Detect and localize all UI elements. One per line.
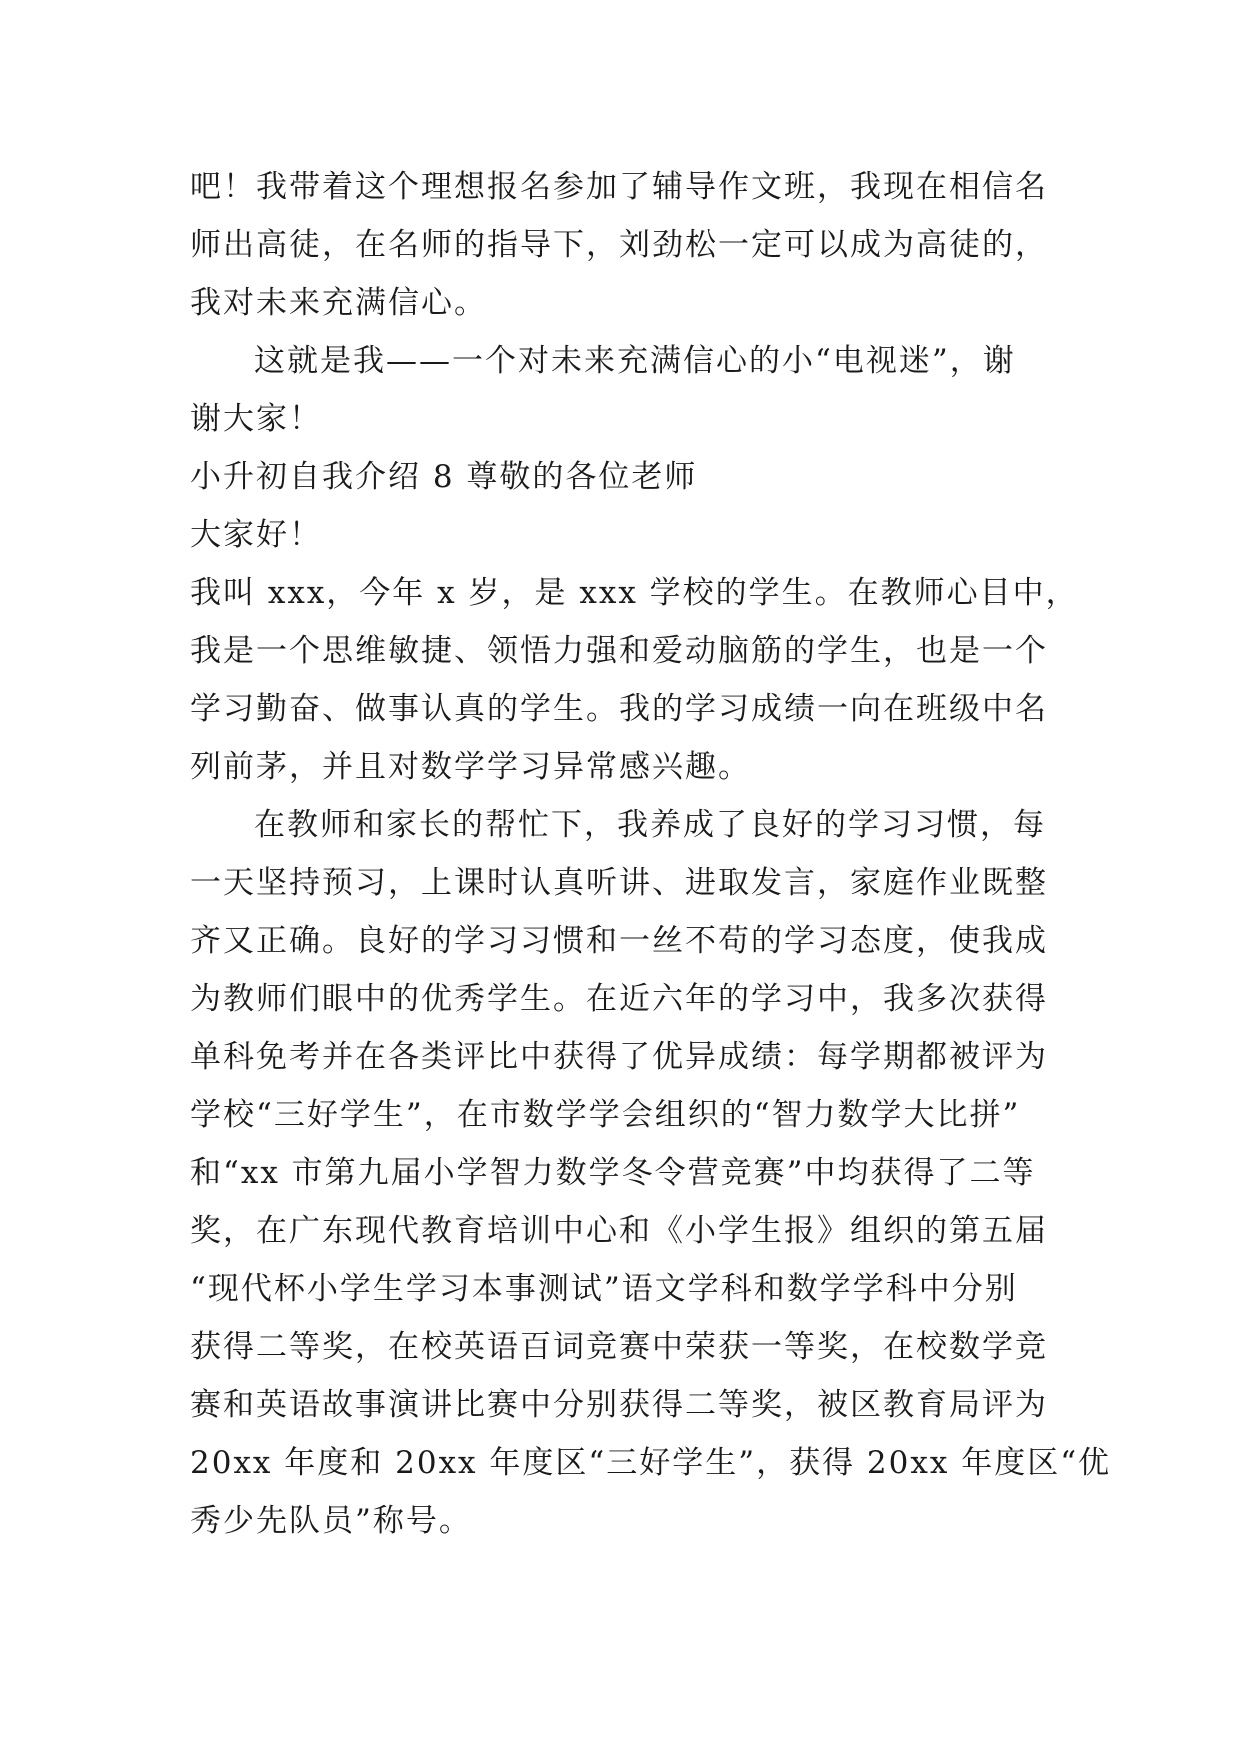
text-line: 这就是我——一个对未来充满信心的小“电视迷”，谢 <box>254 343 1016 379</box>
text-line: 在教师和家长的帮忙下，我养成了良好的学习习惯，每 <box>254 807 1046 843</box>
text-line: 为教师们眼中的优秀学生。在近六年的学习中，我多次获得 <box>190 981 1048 1017</box>
text-line: 列前茅，并且对数学学习异常感兴趣。 <box>190 749 751 785</box>
text-line: 齐又正确。良好的学习习惯和一丝不苟的学习态度，使我成 <box>190 923 1048 959</box>
text-line: 一天坚持预习，上课时认真听讲、进取发言，家庭作业既整 <box>190 865 1048 901</box>
text-line: 吧！我带着这个理想报名参加了辅导作文班，我现在相信名 <box>190 169 1048 205</box>
text-line: 我是一个思维敏捷、领悟力强和爱动脑筋的学生，也是一个 <box>190 633 1048 669</box>
text-line: 学习勤奋、做事认真的学生。我的学习成绩一向在班级中名 <box>190 691 1048 727</box>
text-line: 赛和英语故事演讲比赛中分别获得二等奖，被区教育局评为 <box>190 1387 1048 1423</box>
section-heading: 小升初自我介绍 8 尊敬的各位老师 <box>190 459 698 495</box>
text-line: 秀少先队员”称号。 <box>190 1503 472 1539</box>
text-line: 我叫 xxx，今年 x 岁，是 xxx 学校的学生。在教师心目中， <box>190 575 1079 611</box>
text-line: 谢大家！ <box>190 401 322 437</box>
document-body <box>190 158 1112 1550</box>
text-line: “现代杯小学生学习本事测试”语文学科和数学学科中分别 <box>190 1271 1018 1307</box>
text-line: 单科免考并在各类评比中获得了优异成绩：每学期都被评为 <box>190 1039 1048 1075</box>
greeting: 大家好！ <box>190 517 322 553</box>
text-line: 我对未来充满信心。 <box>190 285 487 321</box>
text-line: 学校“三好学生”，在市数学学会组织的“智力数学大比拼” <box>190 1097 1021 1133</box>
text-line: 奖，在广东现代教育培训中心和《小学生报》组织的第五届 <box>190 1213 1048 1249</box>
text-line: 师出高徒，在名师的指导下，刘劲松一定可以成为高徒的， <box>190 227 1048 263</box>
text-line: 20xx 年度和 20xx 年度区“三好学生”，获得 20xx 年度区“优 <box>190 1445 1112 1481</box>
text-line: 获得二等奖，在校英语百词竞赛中荣获一等奖，在校数学竞 <box>190 1329 1048 1365</box>
text-line: 和“xx 市第九届小学智力数学冬令营竞赛”中均获得了二等 <box>190 1155 1036 1191</box>
